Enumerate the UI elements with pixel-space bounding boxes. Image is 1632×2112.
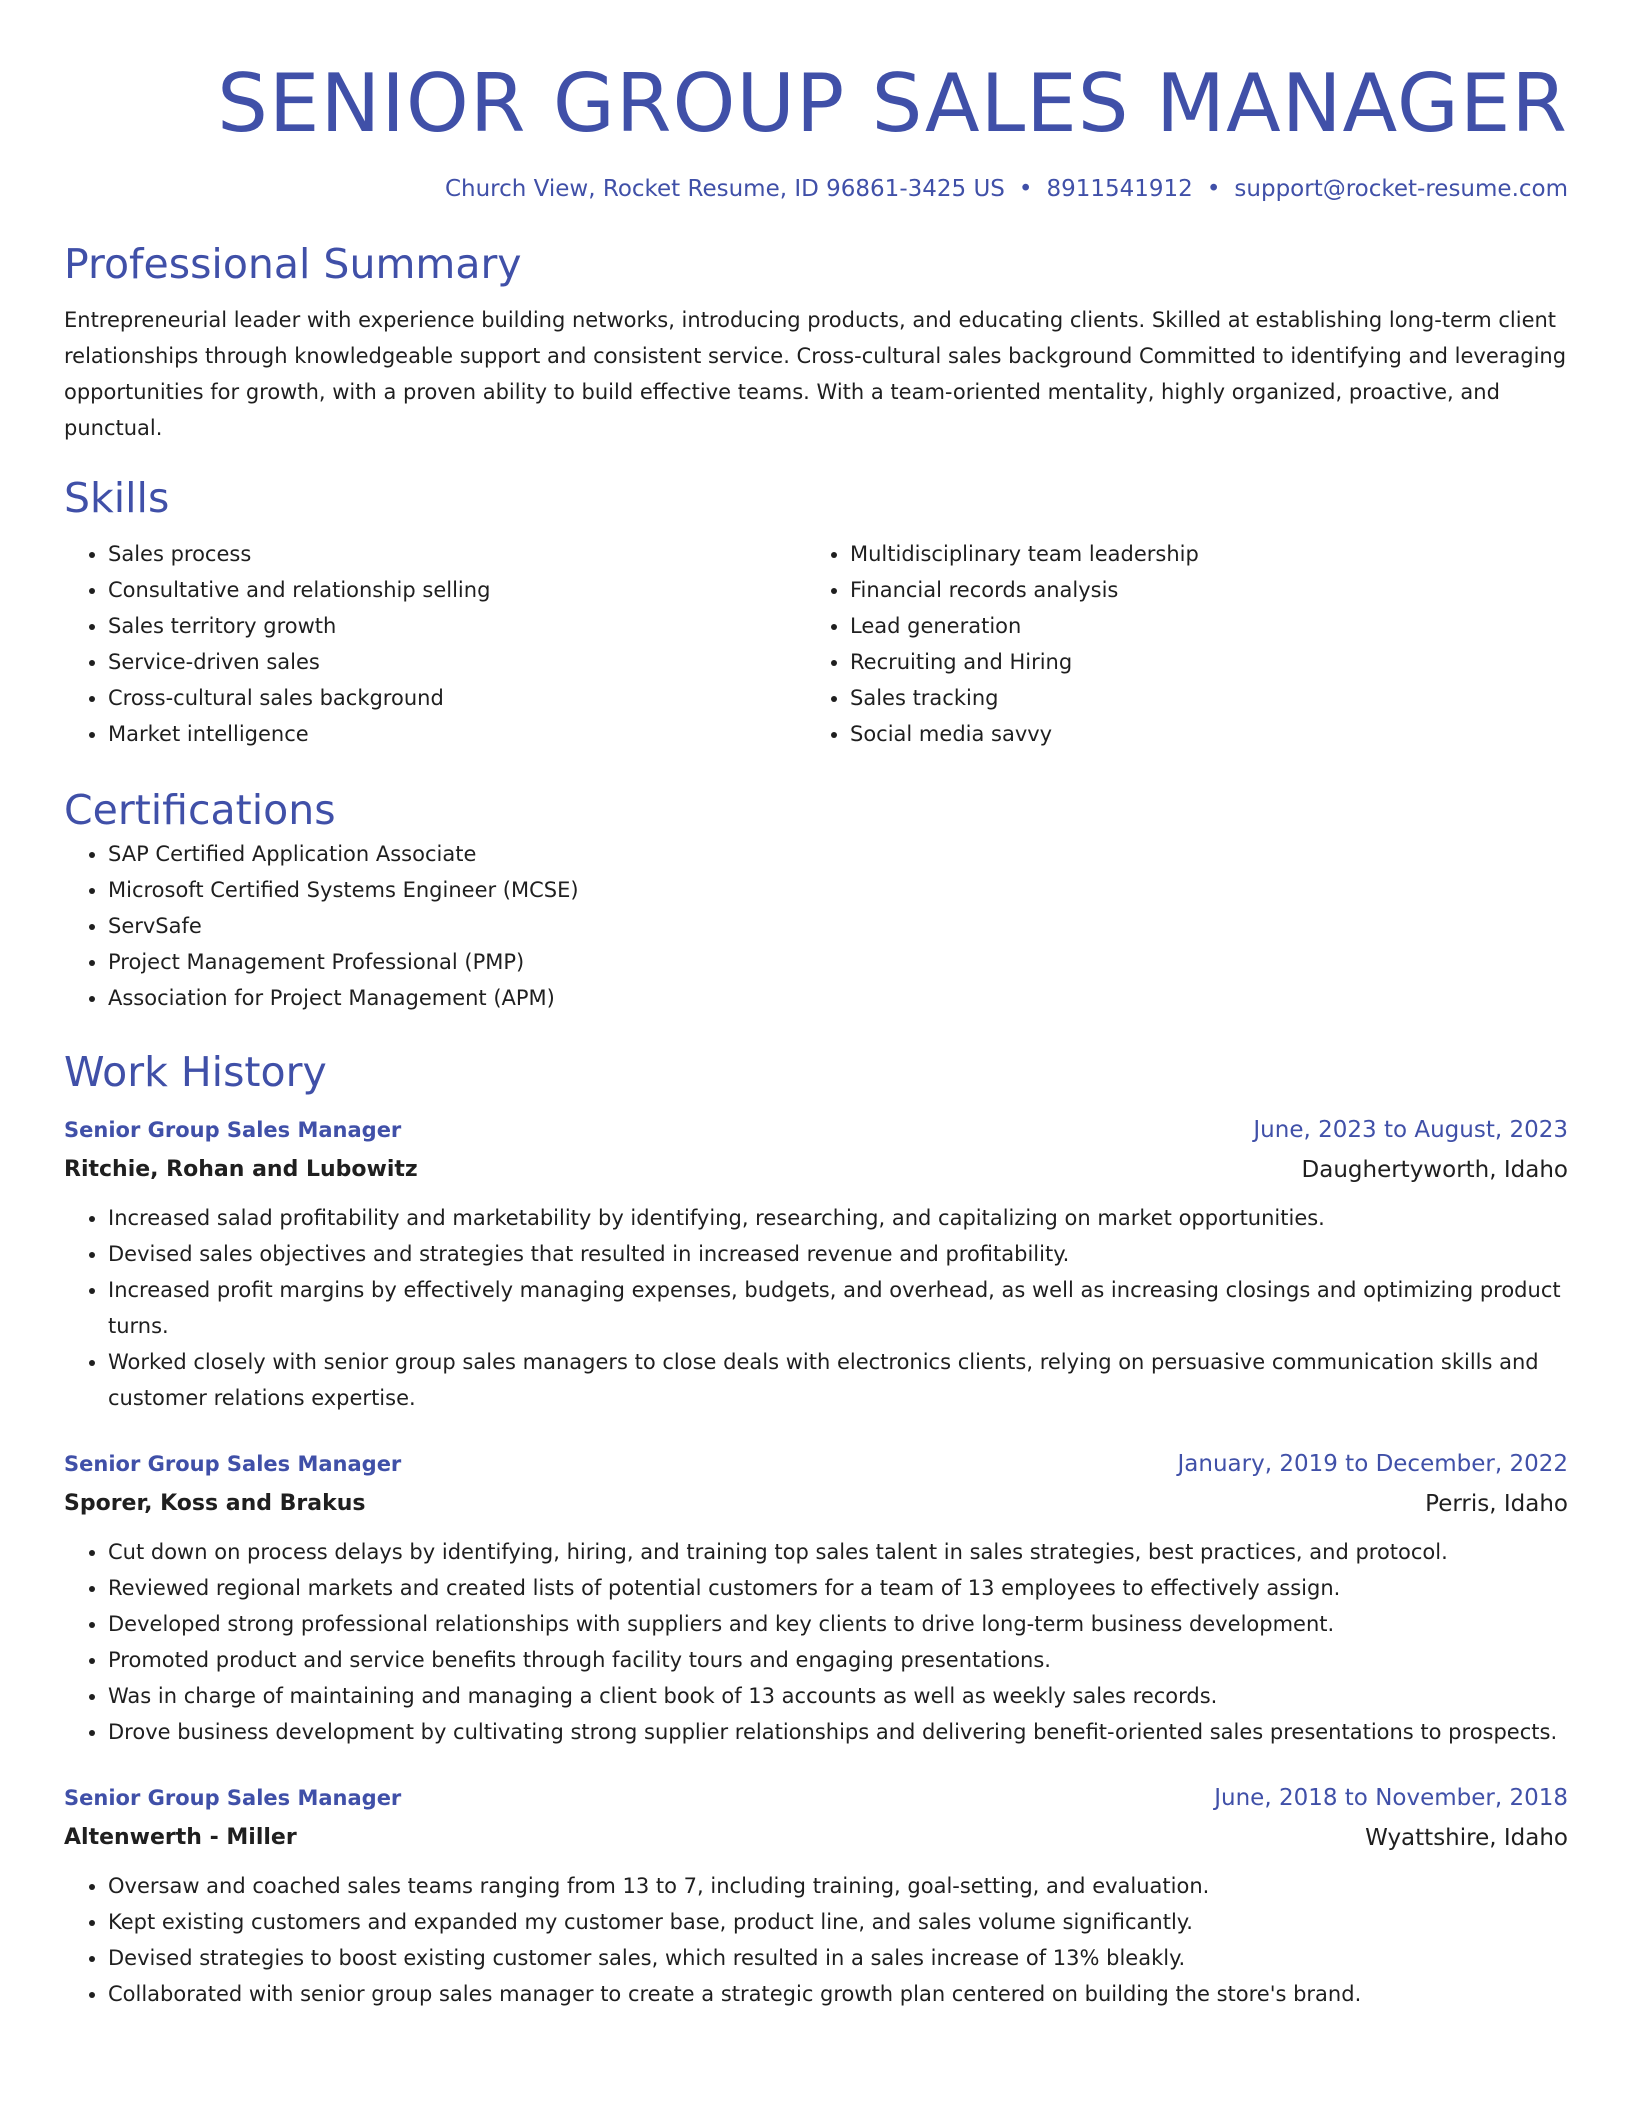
job-title: Senior Group Sales Manager	[64, 1452, 402, 1476]
job-location: Wyattshire, Idaho	[1365, 1825, 1568, 1851]
contact-separator: •	[1018, 176, 1033, 202]
skills-column-right	[806, 536, 1548, 752]
skill-item: • Sales tracking	[850, 680, 1548, 716]
skill-item: • Financial records analysis	[850, 572, 1548, 608]
job-bullet: • Collaborated with senior group sales manager to create a strategic growth plan centered on building the store's brand.	[108, 1976, 1568, 2012]
job-entry	[64, 1780, 1568, 2012]
job-location: Daughertyworth, Idaho	[1301, 1157, 1568, 1183]
skill-item: • Cross-cultural sales background	[108, 680, 806, 716]
job-company: Sporer, Koss and Brakus	[64, 1491, 366, 1516]
certifications-list	[64, 836, 1568, 1016]
job-bullets	[64, 1200, 1568, 1416]
summary-text: Entrepreneurial leader with experience building networks, introducing products, and educating clients. Skilled at establishing long-term client relationships through knowledgeable support and consistent service. Cross-cultural sales background Committed to identifying and leveraging opportunities for growth, with a proven ability to build effective teams. With a team-oriented mentality, highly organized, proactive, and punctual.	[64, 308, 1567, 440]
contact-email[interactable]: support@rocket-resume.com	[1234, 176, 1568, 202]
job-bullet: • Devised sales objectives and strategies that resulted in increased revenue and profitability.	[108, 1236, 1568, 1272]
job-bullets	[64, 1534, 1568, 1750]
job-bullet: • Devised strategies to boost existing customer sales, which resulted in a sales increase of 13% bleakly.	[108, 1940, 1568, 1976]
job-dates: June, 2018 to November, 2018	[1214, 1785, 1568, 1811]
certification-item: • SAP Certified Application Associate	[108, 836, 1568, 872]
job-bullet: • Cut down on process delays by identifying, hiring, and training top sales talent in sales strategies, best practices, and protocol.	[108, 1534, 1568, 1570]
job-dates: January, 2019 to December, 2022	[1177, 1451, 1568, 1477]
skill-item: • Lead generation	[850, 608, 1548, 644]
job-bullet: • Worked closely with senior group sales managers to close deals with electronics clients, relying on persuasive communication skills and customer relations expertise.	[108, 1344, 1568, 1416]
job-company: Altenwerth - Miller	[64, 1825, 297, 1850]
job-header-row	[64, 1780, 1568, 1816]
contact-line	[64, 174, 1568, 204]
skill-item: • Market intelligence	[108, 716, 806, 752]
skill-item: • Sales territory growth	[108, 608, 806, 644]
skill-item: • Consultative and relationship selling	[108, 572, 806, 608]
job-company-row	[64, 1148, 1568, 1188]
skill-item: • Sales process	[108, 536, 806, 572]
job-bullet: • Developed strong professional relationships with suppliers and key clients to drive long-term business development.	[108, 1606, 1568, 1642]
job-bullet: • Kept existing customers and expanded my customer base, product line, and sales volume significantly.	[108, 1904, 1568, 1940]
job-header-row	[64, 1112, 1568, 1148]
certification-item: • ServSafe	[108, 908, 1568, 944]
skills-list-left	[64, 536, 806, 752]
skills-columns	[64, 536, 1568, 752]
job-bullet: • Promoted product and service benefits through facility tours and engaging presentations.	[108, 1642, 1568, 1678]
job-bullet: • Oversaw and coached sales teams ranging from 13 to 7, including training, goal-setting, and evaluation.	[108, 1868, 1568, 1904]
job-location: Perris, Idaho	[1425, 1491, 1568, 1517]
job-dates: June, 2023 to August, 2023	[1253, 1117, 1568, 1143]
certification-item: • Association for Project Management (APM)	[108, 980, 1568, 1016]
job-bullet: • Increased profit margins by effectively managing expenses, budgets, and overhead, as well as increasing closings and optimizing product turns.	[108, 1272, 1568, 1344]
job-bullet: • Drove business development by cultivating strong supplier relationships and delivering benefit-oriented sales presentations to prospects.	[108, 1714, 1568, 1750]
job-title: Senior Group Sales Manager	[64, 1786, 402, 1810]
job-bullet: • Was in charge of maintaining and managing a client book of 13 accounts as well as weekly sales records.	[108, 1678, 1568, 1714]
summary-heading: Professional Summary	[64, 240, 522, 288]
contact-separator: •	[1206, 176, 1221, 202]
contact-address: Church View, Rocket Resume, ID 96861-3425 US	[444, 176, 1005, 202]
job-company-row	[64, 1482, 1568, 1522]
certification-item: • Microsoft Certified Systems Engineer (MCSE)	[108, 872, 1568, 908]
skill-item: • Service-driven sales	[108, 644, 806, 680]
skills-column-left	[64, 536, 806, 752]
job-title: Senior Group Sales Manager	[64, 1118, 402, 1142]
certification-item: • Project Management Professional (PMP)	[108, 944, 1568, 980]
skill-item: • Recruiting and Hiring	[850, 644, 1548, 680]
job-header-row	[64, 1446, 1568, 1482]
skills-list-right	[806, 536, 1548, 752]
contact-phone: 8911541912	[1046, 176, 1193, 202]
work-history-heading: Work History	[64, 1048, 327, 1096]
job-bullet: • Reviewed regional markets and created lists of potential customers for a team of 13 employees to effectively assign.	[108, 1570, 1568, 1606]
job-bullet: • Increased salad profitability and marketability by identifying, researching, and capitalizing on market opportunities.	[108, 1200, 1568, 1236]
certifications-heading: Certifications	[64, 786, 336, 834]
resume-page	[64, 0, 1568, 2012]
page-title: SENIOR GROUP SALES MANAGER	[217, 57, 1568, 150]
job-entry	[64, 1112, 1568, 1416]
job-entry	[64, 1446, 1568, 1750]
skill-item: • Social media savvy	[850, 716, 1548, 752]
job-company-row	[64, 1816, 1568, 1856]
skills-heading: Skills	[64, 474, 170, 522]
job-company: Ritchie, Rohan and Lubowitz	[64, 1157, 418, 1182]
job-bullets	[64, 1868, 1568, 2012]
skill-item: • Multidisciplinary team leadership	[850, 536, 1548, 572]
